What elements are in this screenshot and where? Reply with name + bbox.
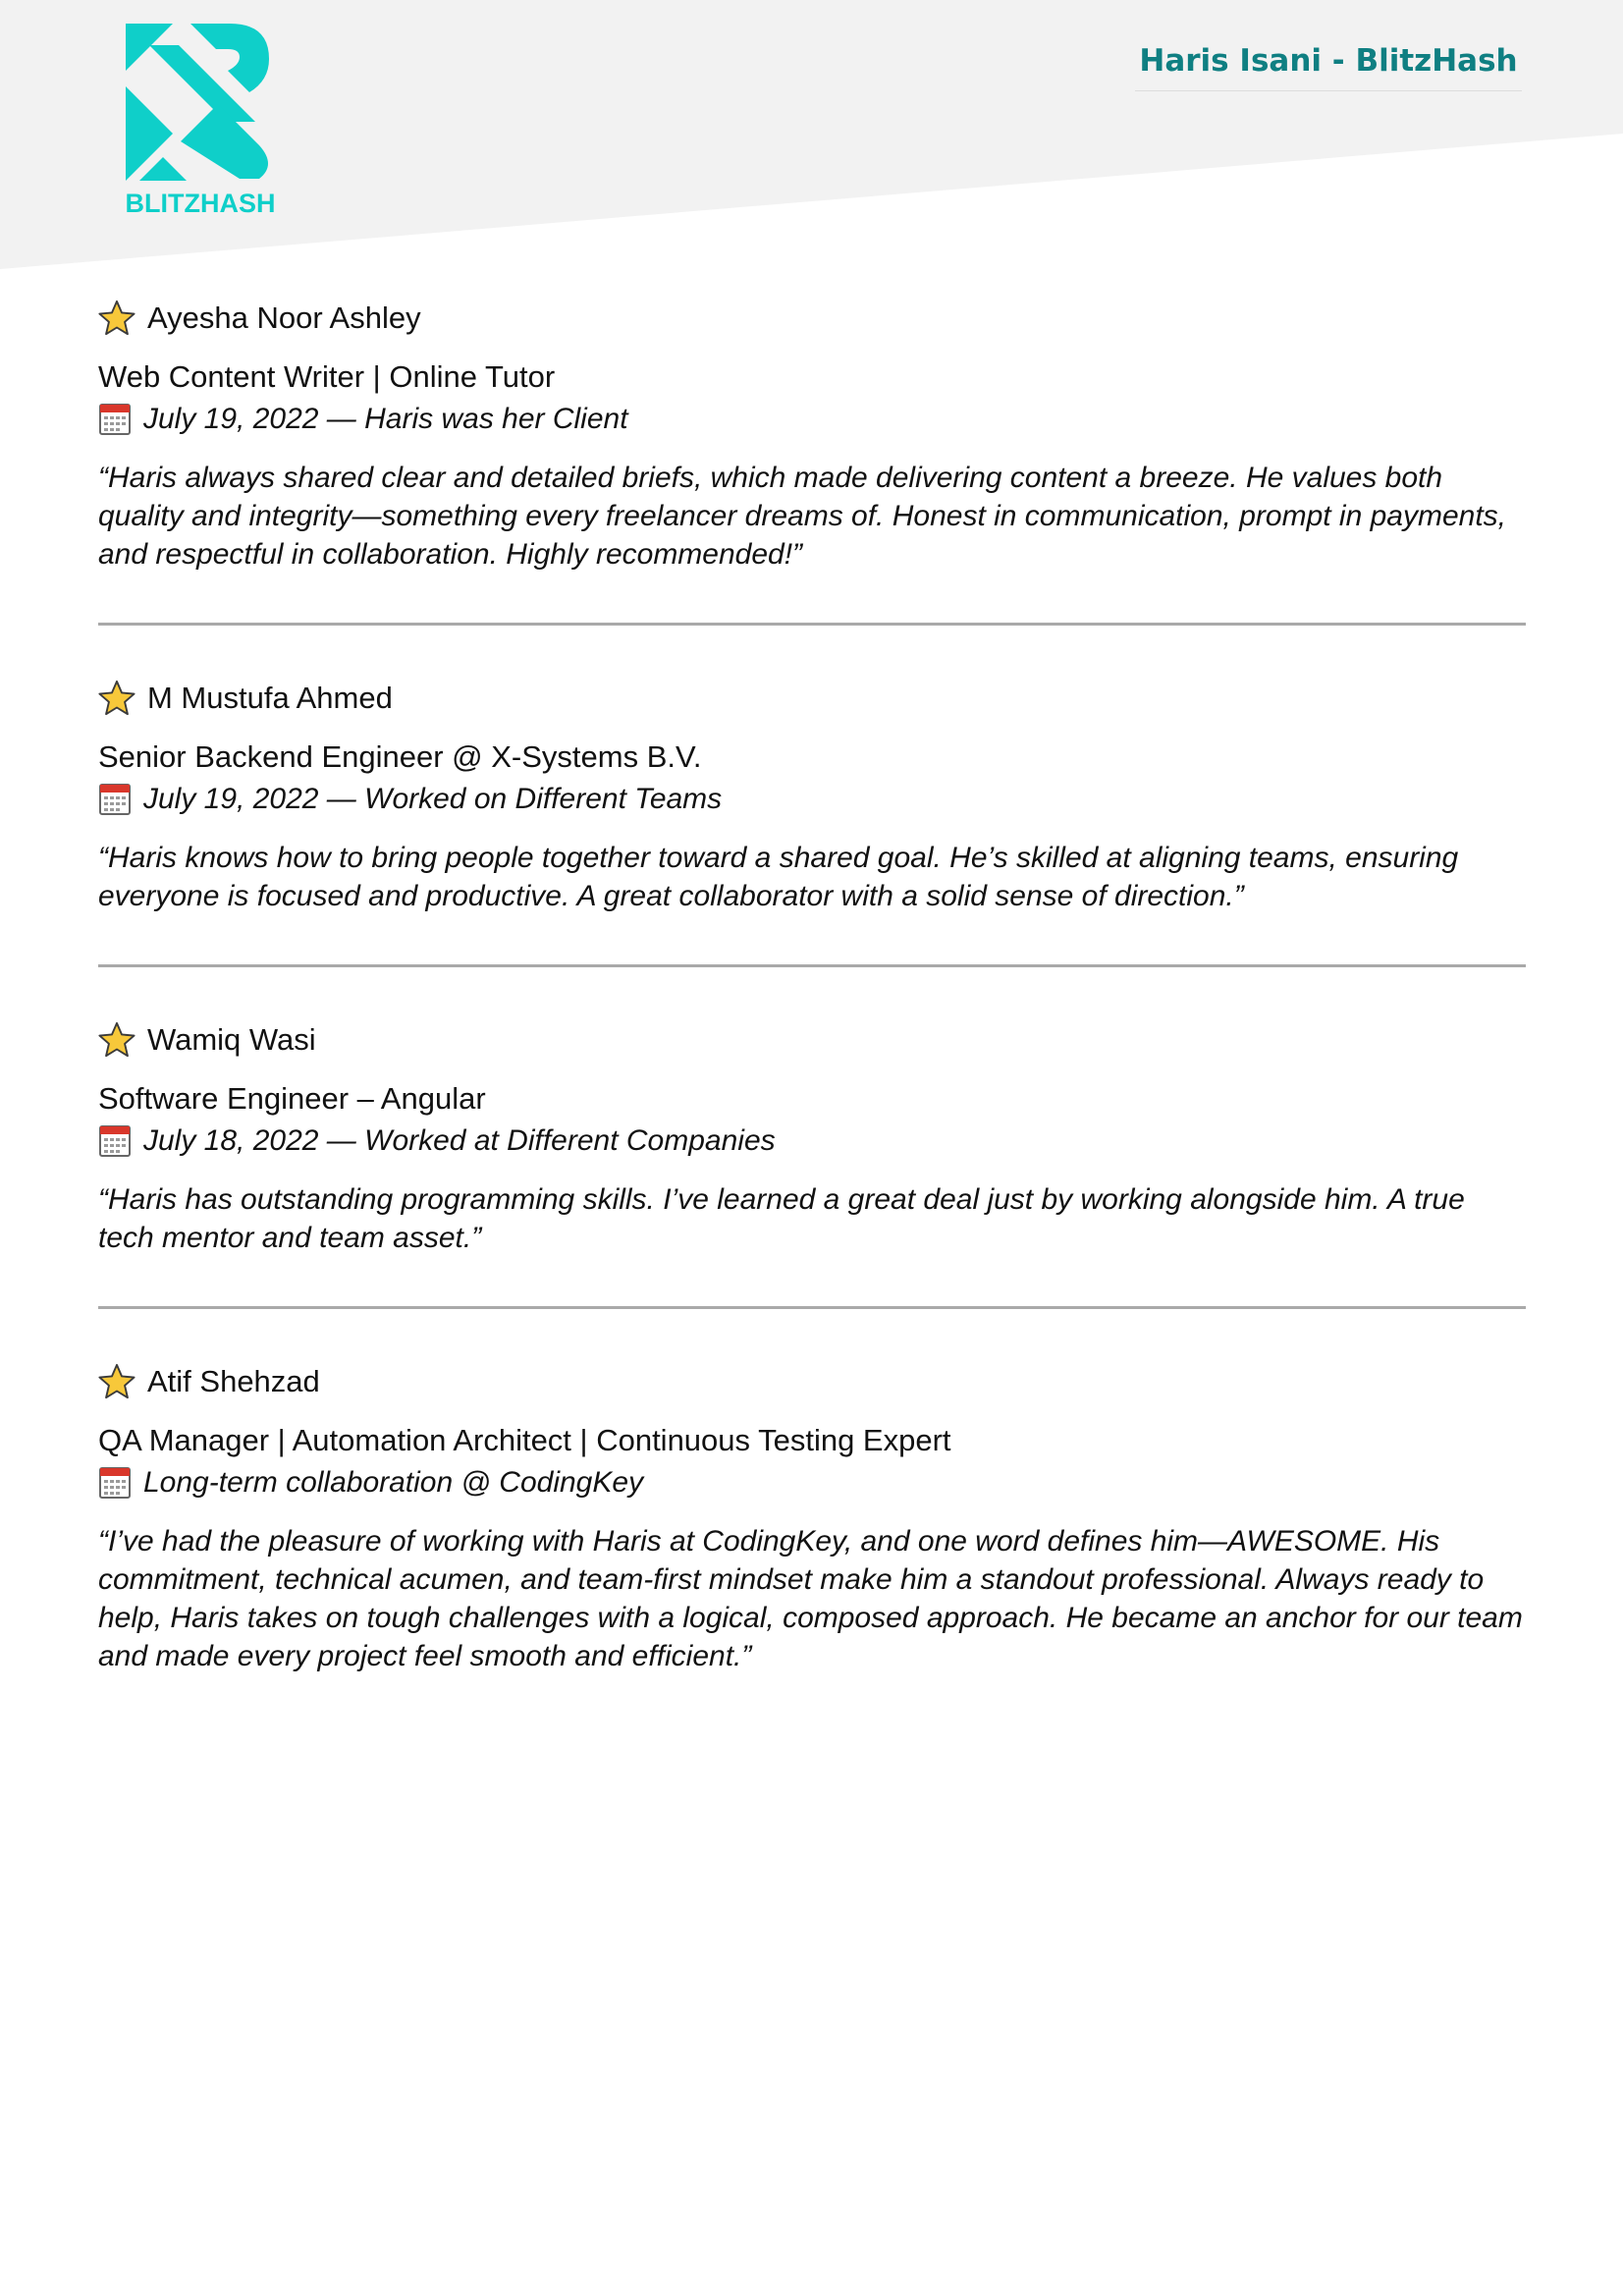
calendar-icon	[98, 783, 132, 816]
testimonial-name: M Mustufa Ahmed	[147, 681, 393, 715]
testimonial-entry	[98, 295, 1526, 574]
testimonial-title: Software Engineer – Angular	[98, 1081, 486, 1116]
testimonial-meta: July 19, 2022 — Haris was her Client	[143, 403, 628, 435]
star-icon	[98, 680, 135, 717]
star-icon	[98, 1363, 135, 1400]
header-name: Haris Isani - BlitzHash	[1135, 43, 1522, 91]
calendar-icon	[98, 1124, 132, 1158]
testimonial-meta-row	[98, 780, 1526, 819]
calendar-icon	[98, 403, 132, 436]
testimonial-name-row	[98, 679, 1526, 718]
testimonial-title: Senior Backend Engineer @ X-Systems B.V.	[98, 739, 702, 774]
testimonial-entry	[98, 675, 1526, 915]
testimonial-quote: “Haris knows how to bring people together toward a shared goal. He’s skilled at aligning teams, ensuring everyone is focused and productive. A great collaborator with a solid sense of direction.”	[98, 842, 1459, 912]
section-divider	[98, 964, 1526, 967]
testimonial-name: Ayesha Noor Ashley	[147, 301, 421, 335]
testimonial-name-row	[98, 299, 1526, 338]
testimonial-quote: “Haris always shared clear and detailed briefs, which made delivering content a breeze. He values both quality and integrity—something every freelancer dreams of. Honest in communication, prompt in payments, and respectful in collaboration. Highly recommended!”	[98, 462, 1507, 571]
testimonial-title: Web Content Writer | Online Tutor	[98, 359, 556, 394]
testimonial-meta: July 19, 2022 — Worked on Different Teams	[143, 783, 723, 815]
calendar-icon	[98, 1466, 132, 1500]
star-icon	[98, 300, 135, 337]
logo-text: BLITZHASH	[125, 189, 276, 218]
testimonial-meta-row	[98, 400, 1526, 439]
testimonials-list	[98, 295, 1526, 1675]
testimonial-name-row	[98, 1362, 1526, 1401]
testimonial-meta-row	[98, 1463, 1526, 1503]
testimonial-name: Atif Shehzad	[147, 1364, 320, 1398]
testimonial-title: QA Manager | Automation Architect | Continuous Testing Expert	[98, 1423, 951, 1457]
testimonial-meta: July 18, 2022 — Worked at Different Companies	[143, 1124, 776, 1157]
star-icon	[98, 1021, 135, 1059]
testimonial-name-row	[98, 1020, 1526, 1060]
blitzhash-logo	[122, 22, 279, 218]
section-divider	[98, 1306, 1526, 1309]
testimonial-name: Wamiq Wasi	[147, 1022, 316, 1057]
testimonial-quote: “Haris has outstanding programming skills. I’ve learned a great deal just by working alongside him. A true tech mentor and team asset.”	[98, 1183, 1465, 1254]
testimonial-quote: “I’ve had the pleasure of working with Haris at CodingKey, and one word defines him—AWESOME. His commitment, technical acumen, and team-first mindset make him a standout professional. Always ready to help, Haris takes on tough challenges with a logical, composed approach. He became an anchor for our team and made every project feel smooth and efficient.”	[98, 1525, 1523, 1672]
section-divider	[98, 623, 1526, 626]
testimonial-meta: Long-term collaboration @ CodingKey	[143, 1466, 644, 1499]
testimonial-entry	[98, 1358, 1526, 1675]
testimonial-meta-row	[98, 1121, 1526, 1161]
testimonial-entry	[98, 1016, 1526, 1257]
